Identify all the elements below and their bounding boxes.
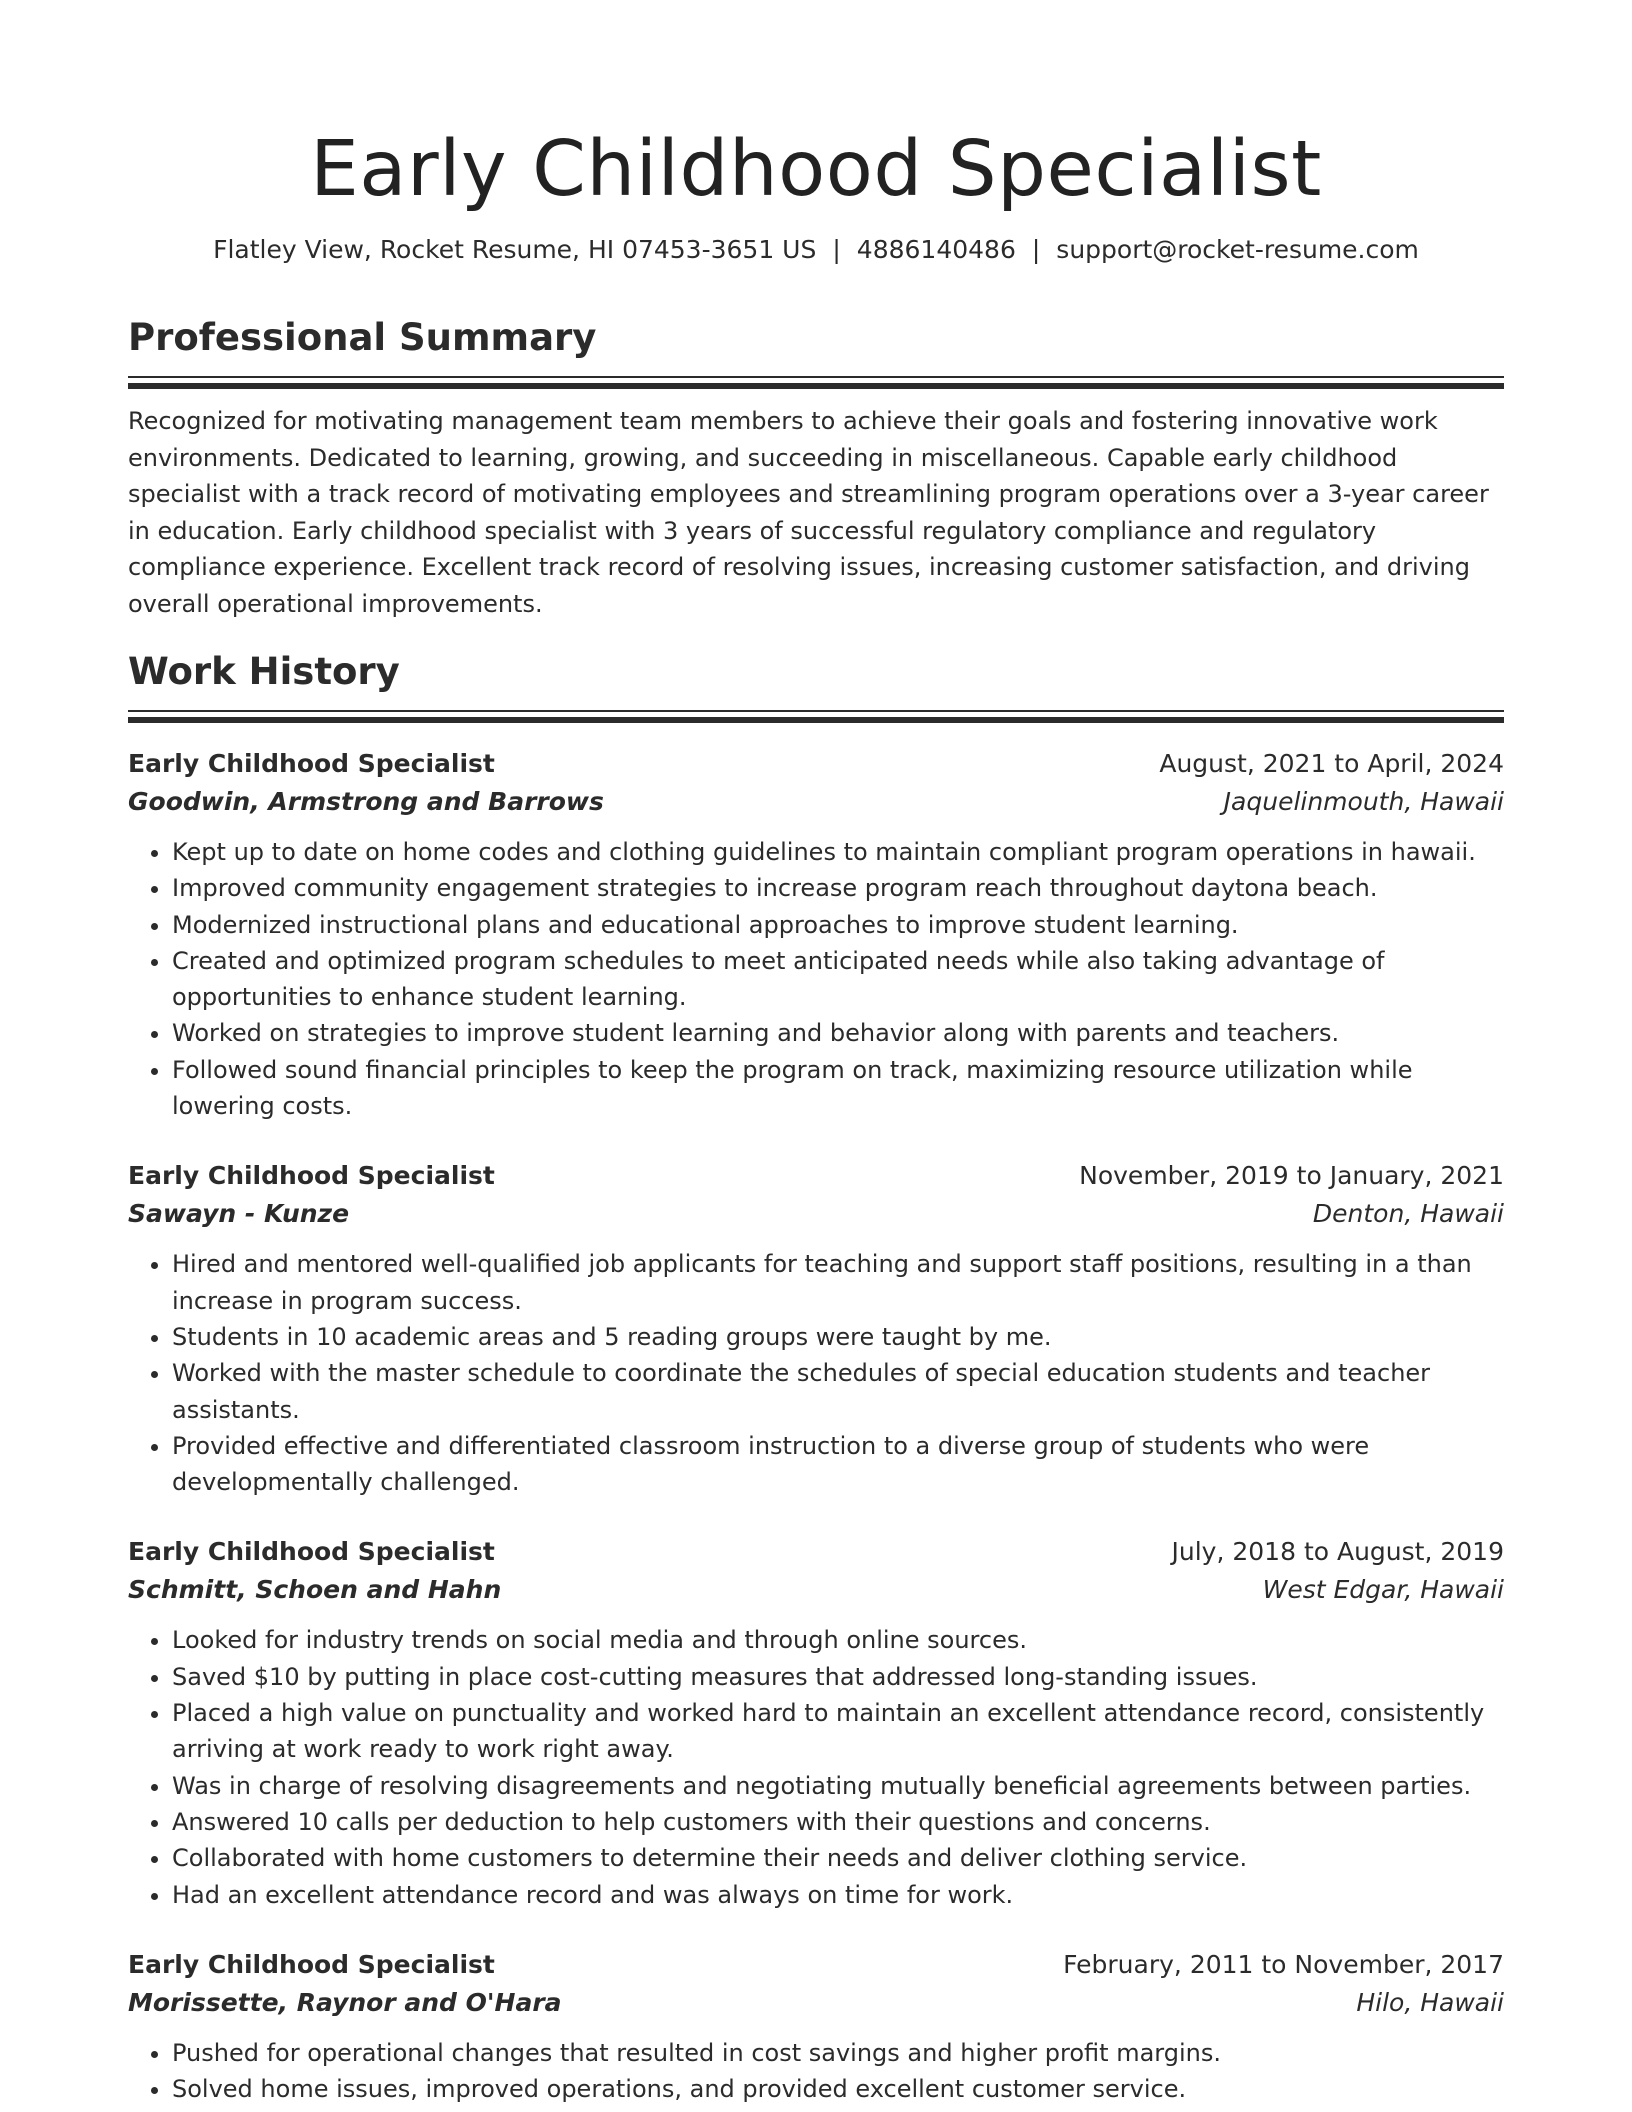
section-divider xyxy=(128,376,1504,389)
job-bullet: • Saved $10 by putting in place cost-cutting measures that addressed long-standing issues. xyxy=(172,1659,1504,1695)
job-entry xyxy=(128,745,1504,1124)
summary-text: Recognized for motivating management team members to achieve their goals and fostering innovative work environments. Dedicated to learning, growing, and succeeding in miscellaneous. Capable early childhood specialist with a track record of motivating employees and streamlining program operations over a 3-year career in education. Early childhood specialist with 3 years of successful regulatory compliance and regulatory compliance experience. Excellent track record of resolving issues, increasing customer satisfaction, and driving overall operational improvements. xyxy=(128,407,1489,618)
job-company-row xyxy=(128,1195,1504,1233)
job-title: Early Childhood Specialist xyxy=(128,1537,495,1567)
job-location: West Edgar, Hawaii xyxy=(1262,1575,1504,1605)
job-bullet: • Had an excellent attendance record and was always on time for work. xyxy=(172,1877,1504,1913)
job-company: Morissette, Raynor and O'Hara xyxy=(128,1987,562,2017)
job-dates: February, 2011 to November, 2017 xyxy=(1063,1949,1504,1979)
contact-line xyxy=(128,232,1504,268)
job-title: Early Childhood Specialist xyxy=(128,749,495,778)
professional-summary-section xyxy=(128,314,1504,622)
job-bullet-list xyxy=(128,834,1504,1124)
job-bullet: • Solved home issues, improved operations, and provided excellent customer service. xyxy=(172,2071,1504,2107)
job-bullet: • Worked with the master schedule to coordinate the schedules of special education students and teacher assistants. xyxy=(172,1355,1504,1428)
job-dates: August, 2021 to April, 2024 xyxy=(1159,749,1504,778)
job-title: Early Childhood Specialist xyxy=(128,1161,495,1191)
job-header-row xyxy=(128,1157,1504,1195)
job-entry xyxy=(128,1533,1504,1912)
job-dates: July, 2018 to August, 2019 xyxy=(1171,1537,1504,1567)
job-title: Early Childhood Specialist xyxy=(128,1949,495,1979)
job-bullet: • Hired and mentored well-qualified job applicants for teaching and support staff positions, resulting in a than increase in program success. xyxy=(172,1246,1504,1319)
job-header-row xyxy=(128,1533,1504,1571)
resume-page xyxy=(128,0,1504,2107)
job-bullet: • Improved community engagement strategies to increase program reach throughout daytona beach. xyxy=(172,870,1504,906)
job-bullet: • Created and optimized program schedules to meet anticipated needs while also taking advantage of opportunities to enhance student learning. xyxy=(172,943,1504,1016)
job-bullet: • Collaborated with home customers to determine their needs and deliver clothing service. xyxy=(172,1840,1504,1876)
job-bullet: • Pushed for operational changes that resulted in cost savings and higher profit margins. xyxy=(172,2035,1504,2071)
job-bullet-list xyxy=(128,1622,1504,1912)
job-dates: November, 2019 to January, 2021 xyxy=(1079,1161,1504,1191)
job-entry xyxy=(128,1946,1504,2108)
job-bullet-list xyxy=(128,2035,1504,2108)
job-bullet: • Provided effective and differentiated classroom instruction to a diverse group of students who were developmentally challenged. xyxy=(172,1428,1504,1501)
resume-title: Early Childhood Specialist xyxy=(310,125,1322,214)
job-company-row xyxy=(128,1984,1504,2022)
job-bullet: • Modernized instructional plans and educational approaches to improve student learning. xyxy=(172,907,1504,943)
job-bullet: • Looked for industry trends on social media and through online sources. xyxy=(172,1622,1504,1658)
contact-address: Flatley View, Rocket Resume, HI 07453-3651 US xyxy=(213,235,817,264)
job-bullet: • Was in charge of resolving disagreements and negotiating mutually beneficial agreements between parties. xyxy=(172,1768,1504,1804)
job-header-row xyxy=(128,745,1504,783)
job-bullet: • Kept up to date on home codes and clothing guidelines to maintain compliant program operations in hawaii. xyxy=(172,834,1504,870)
job-bullet: • Answered 10 calls per deduction to help customers with their questions and concerns. xyxy=(172,1804,1504,1840)
job-bullet: • Worked on strategies to improve student learning and behavior along with parents and teachers. xyxy=(172,1015,1504,1051)
job-bullet: • Placed a high value on punctuality and worked hard to maintain an excellent attendance record, consistently arriving at work ready to work right away. xyxy=(172,1695,1504,1768)
section-heading-work-history: Work History xyxy=(128,650,400,693)
job-company-row xyxy=(128,783,1504,821)
job-bullet: • Followed sound financial principles to keep the program on track, maximizing resource utilization while lowering costs. xyxy=(172,1052,1504,1125)
job-company-row xyxy=(128,1571,1504,1609)
section-divider xyxy=(128,710,1504,723)
contact-separator: | xyxy=(832,235,841,264)
job-company: Sawayn - Kunze xyxy=(128,1199,350,1229)
contact-email: support@rocket-resume.com xyxy=(1056,235,1419,264)
job-location: Hilo, Hawaii xyxy=(1356,1987,1504,2017)
contact-separator: | xyxy=(1031,235,1041,264)
section-heading-summary: Professional Summary xyxy=(128,316,597,359)
job-location: Jaquelinmouth, Hawaii xyxy=(1223,787,1504,816)
contact-phone: 4886140486 xyxy=(856,235,1016,264)
job-location: Denton, Hawaii xyxy=(1312,1199,1504,1229)
work-history-section xyxy=(128,648,1504,2107)
job-bullet: • Students in 10 academic areas and 5 reading groups were taught by me. xyxy=(172,1319,1504,1355)
job-company: Goodwin, Armstrong and Barrows xyxy=(128,787,604,816)
job-header-row xyxy=(128,1946,1504,1984)
job-company: Schmitt, Schoen and Hahn xyxy=(128,1575,502,1605)
job-entry xyxy=(128,1157,1504,1500)
job-bullet-list xyxy=(128,1246,1504,1500)
